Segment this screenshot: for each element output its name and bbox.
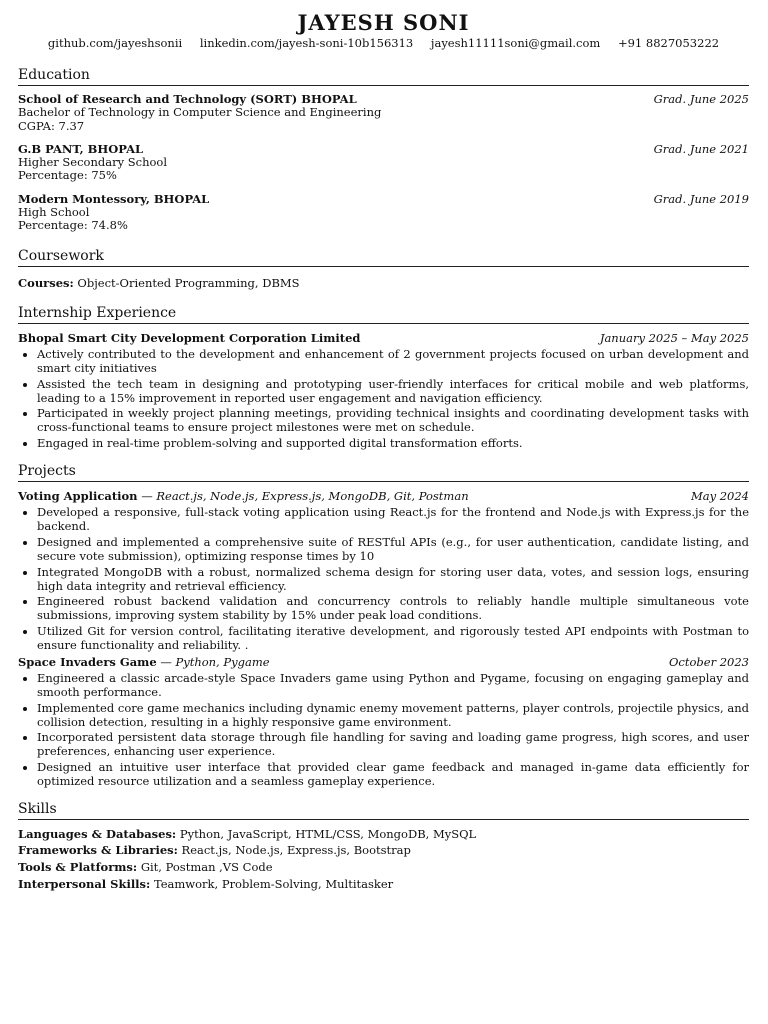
school-name: School of Research and Technology (SORT) BHOPAL <box>18 92 357 106</box>
candidate-name: JAYESH SONI <box>297 10 470 35</box>
skill-value: Python, JavaScript, HTML/CSS, MongoDB, MySQL <box>179 826 477 841</box>
education-item <box>18 193 749 233</box>
list-item: • Assisted the tech team in designing and prototyping user-friendly interfaces for critical mobile and web platforms, leading to a 15% improvement in reported user engagement and navigation efficiency. <box>37 377 749 405</box>
project-tech: React.js, Node.js, Express.js, MongoDB, Git, Postman <box>156 489 469 504</box>
score: Percentage: 75% <box>18 168 117 183</box>
separator: — <box>160 654 172 669</box>
list-item: • Utilized Git for version control, facilitating iterative development, and rigorously tested API endpoints with Postman to ensure functionality and reliability. . <box>37 624 749 652</box>
project-item <box>18 656 749 788</box>
internship-section <box>18 305 749 450</box>
list-item: • Engineered a classic arcade-style Space Invaders game using Python and Pygame, focusing on engaging gameplay and smooth performance. <box>37 671 749 699</box>
grad-date: Grad. June 2019 <box>653 191 749 206</box>
education-section <box>18 67 749 233</box>
internship-bullets <box>18 347 749 450</box>
list-item: • Designed and implemented a comprehensive suite of RESTful APIs (e.g., for user authentication, candidate listing, and secure vote submission), optimizing response times by 10 <box>37 535 749 563</box>
skill-value: Teamwork, Problem-Solving, Multitasker <box>153 876 394 891</box>
degree: Bachelor of Technology in Computer Science and Engineering <box>18 105 382 120</box>
skill-label: Interpersonal Skills: <box>18 876 151 891</box>
skill-row <box>18 876 749 893</box>
separator: — <box>141 489 153 504</box>
linkedin-link[interactable]: linkedin.com/jayesh-soni-10b156313 <box>199 36 414 50</box>
list-item: • Developed a responsive, full-stack voting application using React.js for the frontend and Node.js with Express.js for the backend. <box>37 505 749 533</box>
courses-label: Courses: <box>18 275 74 290</box>
project-tech: Python, Pygame <box>175 654 270 669</box>
section-title: Projects <box>18 463 749 482</box>
skill-value: React.js, Node.js, Express.js, Bootstrap <box>181 843 411 858</box>
degree: High School <box>18 205 90 220</box>
grad-date: Grad. June 2025 <box>653 92 749 106</box>
skill-row <box>18 826 749 843</box>
school-name: Modern Montessory, BHOPAL <box>18 191 210 206</box>
project-item <box>18 490 749 652</box>
project-name: Voting Application <box>18 489 138 504</box>
project-date: May 2024 <box>690 489 749 504</box>
school-name: G.B PANT, BHOPAL <box>18 141 144 156</box>
score: CGPA: 7.37 <box>18 118 85 133</box>
resume-page <box>18 10 749 892</box>
section-title: Internship Experience <box>18 305 749 324</box>
list-item: • Incorporated persistent data storage through file handling for saving and loading game progress, high scores, and user preferences, enhancing user experience. <box>37 730 749 758</box>
education-item <box>18 143 749 183</box>
skill-label: Languages & Databases: <box>18 826 177 841</box>
list-item: • Participated in weekly project planning meetings, providing technical insights and coordinating development tasks with cross-functional teams to ensure project milestones were met on schedule. <box>37 406 749 434</box>
projects-section <box>18 463 749 788</box>
skills-list <box>18 826 749 892</box>
project-name: Space Invaders Game <box>18 654 157 669</box>
section-title: Education <box>18 67 749 86</box>
skills-section <box>18 801 749 892</box>
section-title: Coursework <box>18 248 749 267</box>
skill-label: Tools & Platforms: <box>18 859 138 874</box>
coursework-section <box>18 248 749 290</box>
skill-value: Git, Postman ,VS Code <box>140 859 273 874</box>
list-item: • Engineered robust backend validation and concurrency controls to reliably handle multiple simultaneous vote submissions, improving system stability by 15% under peak load conditions. <box>37 594 749 622</box>
project-bullets <box>18 671 749 788</box>
internship-date: January 2025 – May 2025 <box>599 330 749 345</box>
skill-row <box>18 859 749 876</box>
degree: Higher Secondary School <box>18 155 168 170</box>
education-item <box>18 93 749 133</box>
skill-label: Frameworks & Libraries: <box>18 843 178 858</box>
project-date: October 2023 <box>668 654 749 669</box>
score: Percentage: 74.8% <box>18 218 128 233</box>
list-item: • Actively contributed to the development and enhancement of 2 government projects focused on urban development and smart city initiatives <box>37 347 749 375</box>
courses-line <box>18 277 749 290</box>
list-item: • Integrated MongoDB with a robust, normalized schema design for storing user data, votes, and session logs, ensuring high data integrity and retrieval efficiency. <box>37 565 749 593</box>
courses-value: Object-Oriented Programming, DBMS <box>77 275 300 290</box>
email-link[interactable]: jayesh11111soni@gmail.com <box>430 36 601 50</box>
phone-number: +91 8827053222 <box>617 36 720 50</box>
list-item: • Implemented core game mechanics including dynamic enemy movement patterns, player controls, projectile physics, and collision detection, resulting in a highly responsive game environment. <box>37 701 749 729</box>
skill-row <box>18 842 749 859</box>
list-item: • Designed an intuitive user interface that provided clear game feedback and managed in-game data efficiently for optimized resource utilization and a seamless gameplay experience. <box>37 760 749 788</box>
project-bullets <box>18 505 749 651</box>
contact-line <box>18 36 749 50</box>
section-title: Skills <box>18 801 749 820</box>
organization-name: Bhopal Smart City Development Corporation Limited <box>18 330 361 345</box>
grad-date: Grad. June 2021 <box>653 141 749 156</box>
github-link[interactable]: github.com/jayeshsonii <box>47 36 183 50</box>
list-item: • Engaged in real-time problem-solving and supported digital transformation efforts. <box>37 436 749 450</box>
